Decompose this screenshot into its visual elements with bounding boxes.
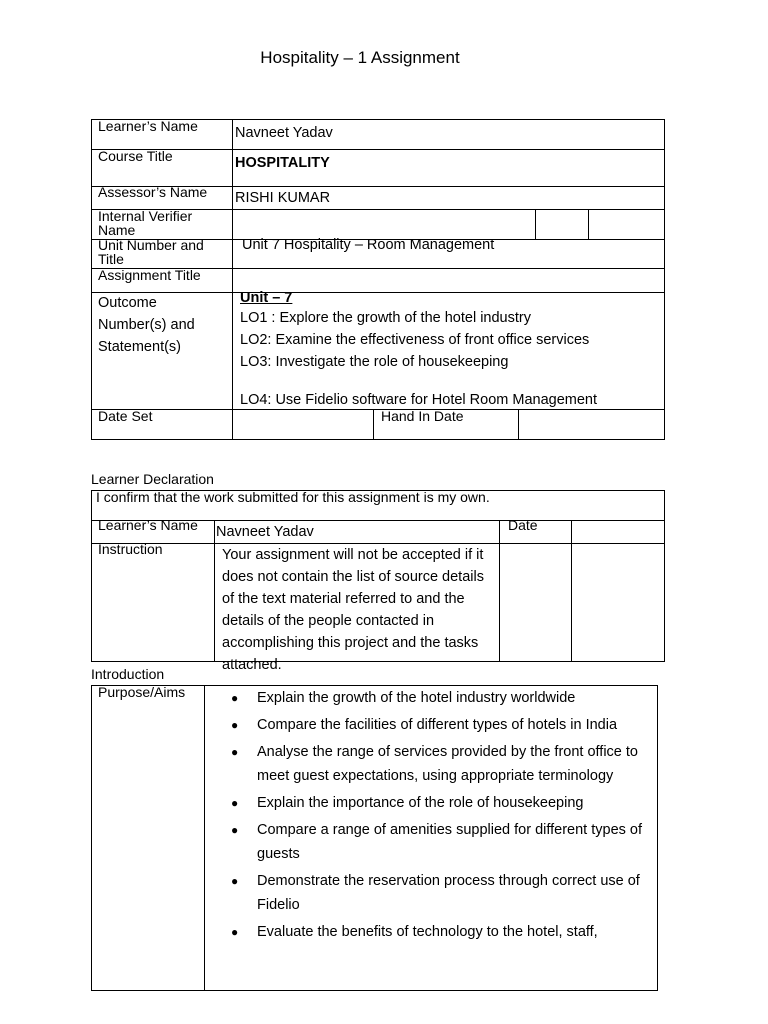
outcome-heading: Unit – 7 bbox=[240, 290, 293, 306]
declaration-column-divider bbox=[214, 520, 215, 662]
course-title-label: Course Title bbox=[98, 148, 173, 164]
internal-verifier-label: Internal Verifier Name bbox=[98, 208, 193, 238]
list-item bbox=[205, 686, 657, 710]
details-column-divider bbox=[373, 409, 374, 440]
list-item bbox=[205, 740, 657, 788]
bullet-icon: ● bbox=[231, 718, 239, 732]
learner-name-value: Navneet Yadav bbox=[235, 125, 333, 141]
bullet-icon: ● bbox=[231, 796, 239, 810]
assessor-name-label: Assessor’s Name bbox=[98, 184, 208, 200]
instruction-label: Instruction bbox=[98, 541, 163, 557]
assignment-title-label: Assignment Title bbox=[98, 267, 201, 283]
list-item bbox=[205, 818, 657, 866]
aim-text: Compare a range of amenities supplied for different types of guests bbox=[257, 822, 643, 862]
declaration-date-label: Date bbox=[508, 517, 538, 533]
course-title-value: HOSPITALITY bbox=[235, 155, 330, 171]
list-item bbox=[205, 920, 657, 944]
details-column-divider bbox=[588, 209, 589, 239]
aim-text: Evaluate the benefits of technology to the hotel, staff, bbox=[257, 924, 598, 940]
bullet-icon: ● bbox=[231, 691, 239, 705]
unit-number-title-value: Unit 7 Hospitality – Room Management bbox=[242, 237, 495, 253]
learner-name-label: Learner’s Name bbox=[98, 118, 198, 134]
aims-list bbox=[205, 686, 657, 947]
details-column-divider bbox=[535, 209, 536, 239]
outcome-lo2-lo3: LO2: Examine the effectiveness of front office services LO3: Investigate the role of housekeeping bbox=[240, 332, 590, 370]
aim-text: Compare the facilities of different types of hotels in India bbox=[257, 717, 618, 733]
outcome-lo1: LO1 : Explore the growth of the hotel industry bbox=[240, 310, 531, 326]
purpose-aims-label: Purpose/Aims bbox=[98, 684, 186, 700]
list-item bbox=[205, 713, 657, 737]
details-row-divider bbox=[91, 409, 665, 410]
declaration-learner-name-label: Learner’s Name bbox=[98, 517, 198, 533]
outcome-label: Outcome Number(s) and Statement(s) bbox=[98, 295, 195, 355]
list-item bbox=[205, 869, 657, 917]
details-row-divider bbox=[91, 149, 665, 150]
aim-text: Explain the growth of the hotel industry worldwide bbox=[257, 690, 576, 706]
aim-text: Analyse the range of services provided by the front office to meet guest expectations, using appropriate terminology bbox=[257, 744, 638, 784]
unit-number-label: Unit Number and Title bbox=[98, 237, 204, 267]
document-title: Hospitality – 1 Assignment bbox=[260, 48, 460, 67]
bullet-icon: ● bbox=[231, 745, 239, 759]
date-set-label: Date Set bbox=[98, 408, 153, 424]
bullet-icon: ● bbox=[231, 823, 239, 837]
declaration-column-divider bbox=[571, 520, 572, 662]
hand-in-date-label: Hand In Date bbox=[381, 408, 464, 424]
introduction-heading: Introduction bbox=[91, 666, 165, 682]
list-item bbox=[205, 791, 657, 815]
details-column-divider bbox=[232, 119, 233, 440]
details-column-divider bbox=[518, 409, 519, 440]
declaration-column-divider bbox=[499, 520, 500, 662]
assessor-name-value: RISHI KUMAR bbox=[235, 190, 331, 206]
declaration-learner-name-value: Navneet Yadav bbox=[216, 524, 314, 540]
aim-text: Demonstrate the reservation process through correct use of Fidelio bbox=[257, 873, 640, 913]
learner-declaration-heading: Learner Declaration bbox=[91, 471, 214, 487]
aim-text: Explain the importance of the role of housekeeping bbox=[257, 795, 584, 811]
declaration-statement: I confirm that the work submitted for this assignment is my own. bbox=[96, 489, 490, 505]
instruction-text: Your assignment will not be accepted if it does not contain the list of source details of the text material referred to and the details of the people contacted in accomplishing this project and the tasks attached. bbox=[222, 547, 484, 673]
bullet-icon: ● bbox=[231, 874, 239, 888]
bullet-icon: ● bbox=[231, 925, 239, 939]
outcome-lo4: LO4: Use Fidelio software for Hotel Room Management bbox=[240, 392, 598, 408]
